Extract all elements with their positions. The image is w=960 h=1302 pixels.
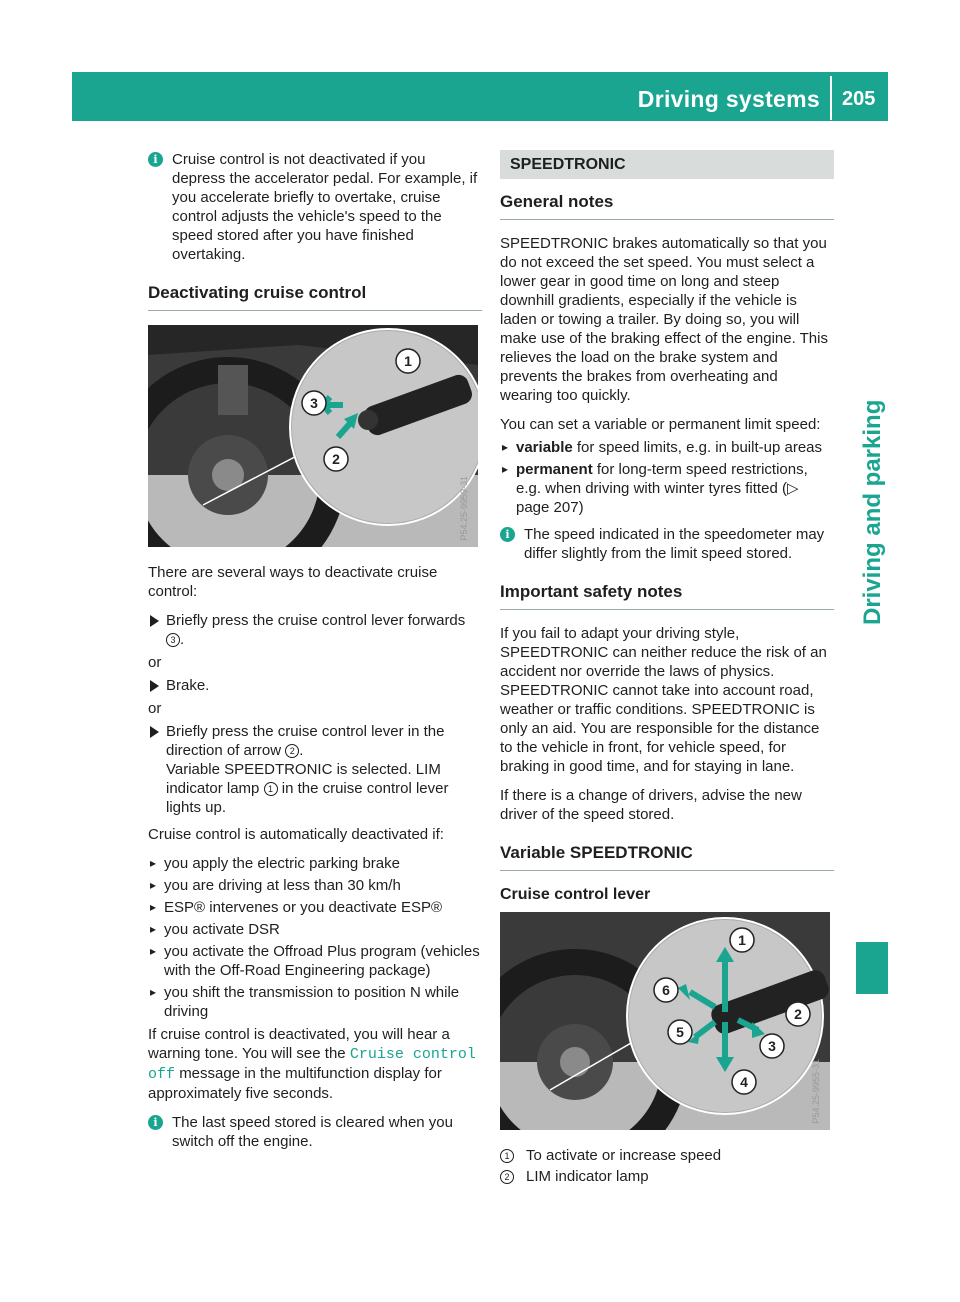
step-arrow-icon: [150, 615, 159, 627]
list-item: ▸ you shift the transmission to position N while driving: [148, 983, 482, 1021]
step-item: Briefly press the cruise control lever in the direction of arrow 2 . Variable SPEEDTRONIC is selected. LIM indicator lamp 1 in the cruise control lever lights up.: [148, 722, 482, 817]
step-arrow-icon: [150, 726, 159, 738]
limit-intro: You can set a variable or permanent limit speed:: [500, 416, 821, 433]
general-notes-text: SPEEDTRONIC brakes automatically so that you do not exceed the set speed. You must select a lower gear in good time on long and steep downhill gradients, especially if the vehicle is laden or towing a trailer. By doing so, you will make use of the braking effect of the engine. This relieves the load on the brake system and prevents the brakes from overheating and wearing too quickly.: [500, 235, 828, 404]
figure-code: P54.25-9959-31: [459, 476, 469, 541]
callout-number: 3: [166, 633, 180, 647]
svg-text:6: 6: [662, 982, 670, 998]
callout-number: 2: [285, 744, 299, 758]
page-number: 205: [842, 88, 876, 110]
svg-text:2: 2: [794, 1006, 802, 1022]
auto-deactivate-intro: Cruise control is automatically deactivated if:: [148, 826, 444, 843]
list-item: ▸ you are driving at less than 30 km/h: [148, 876, 482, 895]
heading-deactivating: Deactivating cruise control: [148, 282, 482, 311]
side-tab-marker: [856, 942, 888, 994]
callout-number: 2: [500, 1170, 514, 1184]
step-item: Briefly press the cruise control lever forwards 3 .: [148, 611, 482, 649]
heading-safety: Important safety notes: [500, 581, 834, 610]
info-text: Cruise control is not deactivated if you depress the accelerator pedal. For example, if you accelerate briefly to overtake, cruise control adjusts the vehicle's speed to the speed stored after you have finished overtaking.: [172, 151, 478, 263]
heading-cruise-lever: Cruise control lever: [500, 886, 651, 903]
cockpit-illustration: [148, 325, 478, 547]
legend-item: 1 To activate or increase speed: [500, 1146, 834, 1165]
callout-number: 1: [500, 1149, 514, 1163]
heading-general-notes: General notes: [500, 191, 834, 220]
display-message: Cruise control off: [148, 1046, 476, 1083]
list-item: ▸ permanent for long-term speed restrictions, e.g. when driving with winter tyres fitted (▷ page 207): [500, 460, 834, 517]
info-text: The speed indicated in the speedometer may differ slightly from the limit speed stored.: [524, 526, 825, 562]
figure-lever-functions: [500, 912, 830, 1130]
svg-text:2: 2: [332, 451, 340, 467]
legend-item: 2 LIM indicator lamp: [500, 1167, 834, 1186]
section-title: SPEEDTRONIC: [500, 150, 834, 179]
or-text: or: [148, 700, 162, 717]
list-item: ▸ you apply the electric parking brake: [148, 854, 482, 873]
step-arrow-icon: [150, 680, 159, 692]
list-item: ▸ variable for speed limits, e.g. in built-up areas: [500, 438, 834, 457]
figure-cruise-lever: [148, 325, 478, 547]
list-item: ▸ you activate the Offroad Plus program (vehicles with the Off-Road Engineering package): [148, 942, 482, 980]
figure-code: P54.25-9955-31: [811, 1059, 821, 1124]
side-tab-label: Driving and parking: [859, 399, 886, 625]
deactivate-intro: There are several ways to deactivate cruise control:: [148, 564, 438, 600]
heading-variable: Variable SPEEDTRONIC: [500, 842, 834, 871]
svg-text:4: 4: [740, 1074, 748, 1090]
callout-number: 1: [264, 782, 278, 796]
left-column: [148, 150, 482, 1161]
list-item: ▸ you activate DSR: [148, 920, 482, 939]
info-text: The last speed stored is cleared when you switch off the engine.: [172, 1114, 453, 1150]
svg-text:1: 1: [738, 932, 746, 948]
step-item: Brake.: [148, 676, 482, 695]
safety-text: If there is a change of drivers, advise the new driver of the speed stored.: [500, 787, 802, 823]
or-text: or: [148, 654, 162, 671]
info-icon: i: [148, 1115, 163, 1130]
header-separator: [830, 76, 832, 120]
warning-tone-text: If cruise control is deactivated, you will hear a warning tone. You will see the Cruise control off message in the multifunction display for approximately five seconds.: [148, 1026, 476, 1102]
info-icon: i: [148, 152, 163, 167]
info-icon: i: [500, 527, 515, 542]
side-tab: [853, 235, 893, 625]
right-column: [500, 150, 834, 1188]
svg-text:3: 3: [768, 1038, 776, 1054]
lever-illustration: [500, 912, 830, 1130]
list-item: ▸ ESP® intervenes or you deactivate ESP®: [148, 898, 482, 917]
svg-text:5: 5: [676, 1024, 684, 1040]
header-title: Driving systems: [637, 86, 820, 112]
info-note: [500, 525, 834, 563]
svg-text:1: 1: [404, 353, 412, 369]
svg-text:3: 3: [310, 395, 318, 411]
info-note: [148, 1113, 482, 1151]
info-note: [148, 150, 482, 264]
safety-text: If you fail to adapt your driving style, SPEEDTRONIC can neither reduce the risk of an accident nor override the laws of physics. SPEEDTRONIC cannot take into account road, weather or traffic conditions. SPEEDTRONIC is only an aid. You are responsible for the distance to the vehicle in front, for vehicle speed, for braking in good time, and for staying in lane.: [500, 625, 827, 775]
